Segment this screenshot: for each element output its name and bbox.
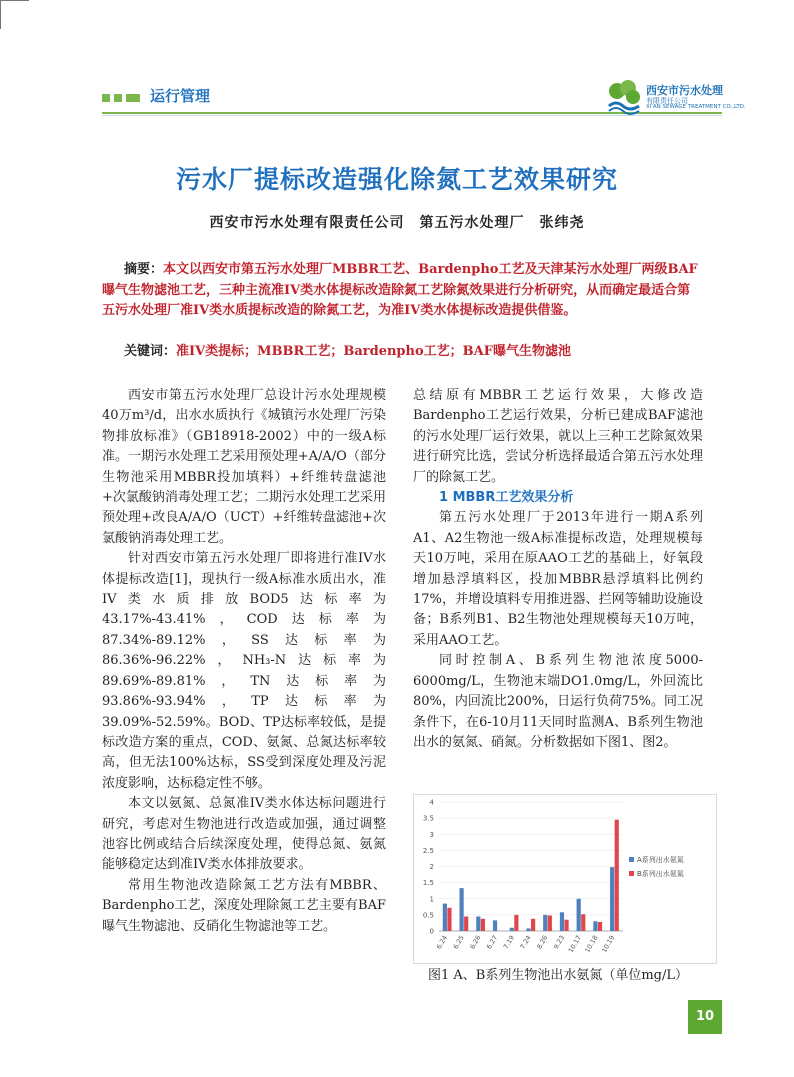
keywords <box>124 340 704 359</box>
bar-b <box>564 920 568 931</box>
x-tick-label: 6.25 <box>451 934 466 951</box>
y-tick-label: 4 <box>429 798 434 807</box>
paragraph: 同时控制A、B系列生物池浓度5000-6000mg/L，生物池末端DO1.0mg/L，外回流比80%，内回流比200%，日运行负荷75%。同工况条件下，在6-10月11天同时监测A、B系列生物池出水的氨氮、硝氮。分析数据如下图1、图2。 <box>413 653 703 750</box>
header-decor-square <box>102 94 110 102</box>
x-tick-label: 9.23 <box>552 934 567 951</box>
bar-a <box>459 888 463 931</box>
article-authors: 西安市污水处理有限责任公司 第五污水处理厂 张纬尧 <box>209 215 585 231</box>
bar-b <box>581 914 585 931</box>
x-tick-label: 6.27 <box>485 934 500 951</box>
ammonia-bar-chart <box>413 794 717 964</box>
y-tick-label: 3 <box>429 830 434 839</box>
logo-text-en: XI'AN SEWAGE TREATMENT CO.,LTD. <box>646 104 746 110</box>
legend-label: A系列出水氨氮 <box>637 856 684 864</box>
header-decor-square <box>114 94 122 102</box>
left-column <box>102 386 386 937</box>
logo-text-cn: 西安市污水处理 <box>646 84 723 97</box>
bar-b <box>598 922 602 931</box>
x-tick-label: 8.26 <box>535 934 550 951</box>
abstract <box>102 260 702 322</box>
y-tick-label: 0 <box>429 927 434 936</box>
section-title: 运行管理 <box>150 87 211 105</box>
bar-b <box>464 916 468 931</box>
bar-b <box>447 908 451 931</box>
x-tick-label: 6.26 <box>468 934 483 951</box>
paragraph: 针对西安市第五污水处理厂即将进行准IV水体提标改造[1]，现执行一级A标准水质出水，准IV类水质排放BOD5达标率为43.17%-43.41%，COD达标率为87.34%-89.12%，SS达标率为86.36%-96.22%，NH₃-N达标率为89.69%-89.81%，TN达标率为93.86%-93.94%，TP达标率为39.09%-52.59%。BOD、TP达标率较低，是提标改造方案的重点，COD、氨氮、总氮达标率较高，但无法100%达标，SS受到深度处理及污泥浓度影响，达标稳定性不够。 <box>102 551 386 791</box>
abstract-text: 本文以西安市第五污水处理厂MBBR工艺、Bardenpho工艺及天津某污水处理厂两级BAF曝气生物滤池工艺，三种主流准IV类水体提标改造除氮工艺除氮效果进行分析研究，从而确定最适合第五污水处理厂准IV类水质提标改造的除氮工艺，为准IV类水体提标改造提供借鉴。 <box>102 262 698 318</box>
y-tick-label: 0.5 <box>422 911 434 920</box>
bar-a <box>443 904 447 931</box>
page-number: 10 <box>688 1000 722 1034</box>
article-title: 污水厂提标改造强化除氮工艺效果研究 <box>175 165 618 194</box>
bar-a <box>493 920 497 931</box>
keywords-label: 关键词： <box>124 344 177 359</box>
x-tick-label: 7.19 <box>501 934 517 951</box>
y-tick-label: 1 <box>429 895 434 904</box>
x-tick-label: 7.24 <box>518 934 533 951</box>
header-decor-square <box>126 94 140 102</box>
logo-text-cn2: 有限责任公司 <box>646 97 688 105</box>
x-tick-label: 10.18 <box>583 934 600 955</box>
bar-a <box>560 912 564 931</box>
bar-a <box>526 928 530 931</box>
figure-caption: 图1 A、B系列生物池出水氨氮（单位mg/L） <box>428 968 689 983</box>
bar-a <box>510 928 514 931</box>
bar-b <box>548 916 552 931</box>
crop-mark <box>0 0 29 29</box>
bar-b <box>615 820 619 931</box>
y-tick-label: 3.5 <box>422 814 434 823</box>
paragraph: 常用生物池改造除氮工艺方法有MBBR、Bardenpho工艺，深度处理除氮工艺主要有BAF曝气生物滤池、反硝化生物滤池等工艺。 <box>102 877 386 934</box>
keywords-text: 准IV类提标；MBBR工艺；Bardenpho工艺；BAF曝气生物滤池 <box>176 344 571 359</box>
paragraph: 本文以氨氮、总氮准IV类水体达标问题进行研究，考虑对生物池进行改造或加强，通过调整池容比例或结合后续深度处理，使得总氮、氨氮能够稳定达到准IV类水体排放要求。 <box>102 796 386 873</box>
bar-b <box>531 919 535 931</box>
x-tick-label: 10.19 <box>600 934 617 955</box>
right-column <box>413 386 703 753</box>
legend-swatch <box>629 857 634 862</box>
bar-a <box>476 916 480 931</box>
bar-b <box>481 919 485 931</box>
bar-a <box>593 921 597 931</box>
x-tick-label: 6.24 <box>434 934 450 951</box>
y-tick-label: 2 <box>429 863 434 871</box>
abstract-label: 摘要： <box>124 262 164 277</box>
company-logo <box>606 78 746 118</box>
logo-emblem-icon <box>606 80 642 116</box>
paragraph: 西安市第五污水处理厂总设计污水处理规模40万m³/d，出水水质执行《城镇污水处理厂污染物排放标准》（GB18918-2002）中的一级A标准。一期污水处理工艺采用预处理+A/A/O（部分生物池采用MBBR投加填料）+纤维转盘滤池+次氯酸钠消毒处理工艺；二期污水处理工艺采用预处理+改良A/A/O（UCT）+纤维转盘滤池+次氯酸钠消毒处理工艺。 <box>102 388 386 546</box>
legend-label: B系列出水氨氮 <box>637 870 684 878</box>
x-tick-label: 10.17 <box>566 934 583 955</box>
paragraph: 总结原有MBBR工艺运行效果，大修改造Bardenpho工艺运行效果，分析已建成BAF滤池的污水处理厂运行效果，就以上三种工艺除氮效果进行研究比选，尝试分析选择最适合第五污水处理厂的除氮工艺。 <box>413 388 703 485</box>
legend-swatch <box>629 871 634 876</box>
bar-b <box>514 915 518 931</box>
bar-a <box>543 915 547 931</box>
y-tick-label: 1.5 <box>422 879 434 888</box>
paragraph: 第五污水处理厂于2013年进行一期A系列A1、A2生物池一级A标准提标改造，处理规模每天10万吨，采用在原AAO工艺的基础上，好氧段增加悬浮填料区，投加MBBR悬浮填料比例约17%，并增设填料专用推进器、拦网等辅助设施设备；B系列B1、B2生物池处理规模每天10万吨，采用AAO工艺。 <box>413 510 703 648</box>
section-heading: 1 MBBR工艺效果分析 <box>439 490 574 506</box>
y-tick-label: 2.5 <box>422 846 434 855</box>
bar-a <box>610 867 614 931</box>
bar-a <box>577 899 581 931</box>
